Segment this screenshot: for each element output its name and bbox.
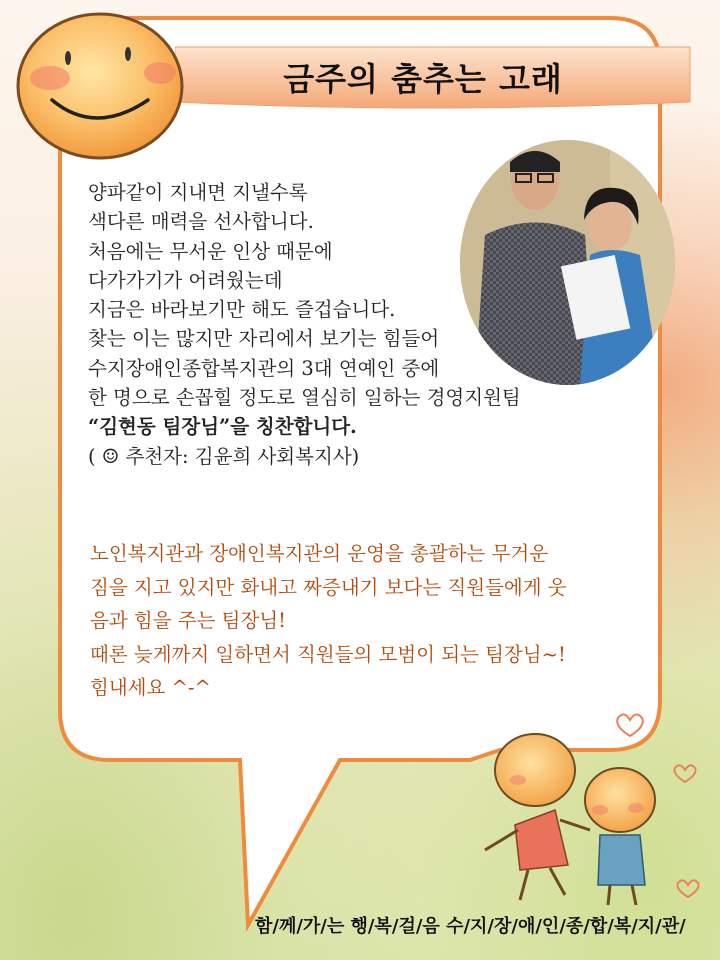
smiley-sun-icon	[10, 8, 190, 168]
recommender-line: ( ☺ 추천자: 김윤희 사회복지사)	[88, 444, 360, 468]
heart-icon	[677, 880, 698, 897]
kids-illustration	[460, 700, 710, 910]
page-title: 금주의 춤추는 고래	[283, 60, 563, 98]
body-line: 한 명으로 손꼽힐 정도로 열심히 일하는 경영지원팀	[88, 386, 521, 410]
cheer-message	[90, 537, 650, 705]
body-line: 다가가기가 어려웠는데	[88, 268, 283, 292]
message-line: 짐을 지고 있지만 화내고 짜증내기 보다는 직원들에게 웃	[90, 575, 567, 599]
body-line: 수지장애인종합복지관의 3대 연예인 중에	[88, 356, 440, 380]
body-line: 찾는 이는 많지만 자리에서 보기는 힘들어	[88, 327, 440, 351]
praised-person-line: “김현동 팀장님”을 칭찬합니다.	[88, 415, 357, 439]
praise-body	[88, 178, 608, 471]
heart-icon	[617, 714, 643, 736]
body-line: 지금은 바라보기만 해도 즐겁습니다.	[88, 298, 396, 322]
message-line: 노인복지관과 장애인복지관의 운영을 총괄하는 무거운	[90, 542, 549, 565]
message-line: 때론 늦게까지 일하면서 직원들의 모범이 되는 팀장님~!	[90, 642, 566, 666]
body-line: 처음에는 무서운 인상 때문에	[88, 239, 333, 263]
body-line: 양파같이 지내면 지낼수록	[88, 181, 308, 204]
message-line: 음과 힘을 주는 팀장님!	[90, 609, 286, 632]
message-line: 힘내세요 ^-^	[90, 676, 211, 699]
heart-icon	[674, 765, 695, 782]
body-line: 색다른 매력을 선사합니다.	[88, 210, 314, 234]
footer-slogan: 함/께/가/는 행/복/걸/음 수/지/장/애/인/종/합/복/지/관/	[255, 916, 686, 937]
